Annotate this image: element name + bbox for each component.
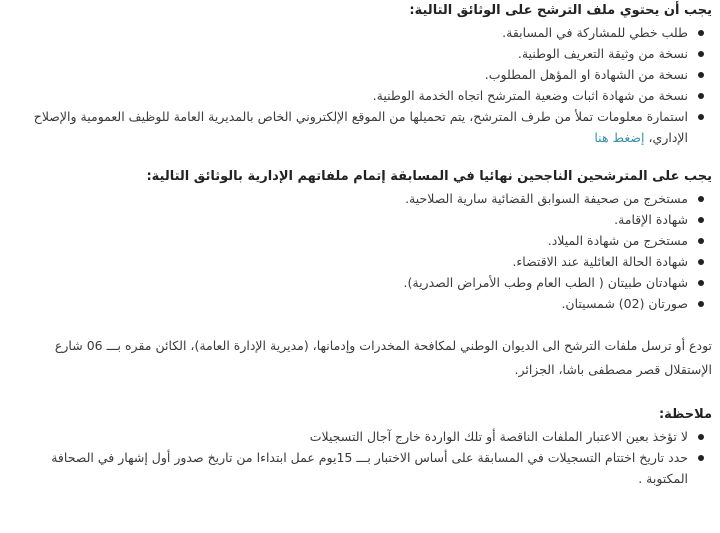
section1-heading: يجب أن يحتوي ملف الترشح على الوثائق التالية: (409, 3, 712, 18)
download-link[interactable]: إضغط هنا (594, 130, 645, 145)
list-item: حدد تاريخ اختتام التسجيلات في المسابقة على أساس الاختبار بـــ 15يوم عمل ابتداءا من تاريخ صدور أول إشهار في الصحافة المكتوبة . (10, 447, 688, 489)
list-item: نسخة من شهادة اثبات وضعية المترشح اتجاه الخدمة الوطنية. (10, 85, 688, 106)
notes-heading: ملاحظة: (658, 407, 712, 422)
address-paragraph: تودع أو ترسل ملفات الترشح الى الديوان الوطني لمكافحة المخدرات وإدمانها، (مديرية الإدارة العامة)، الكائن مقره بـــ 06 شارع الإستقلال قصر مصطفى باشا، الجزائر. (54, 338, 712, 377)
list-item: نسخة من وثيقة التعريف الوطنية. (10, 43, 688, 64)
list-item: مستخرج من صحيفة السوابق القضائية سارية الصلاحية. (10, 188, 688, 209)
list-item: شهادة الحالة العائلية عند الاقتضاء. (10, 251, 688, 272)
list-item-form (10, 106, 688, 148)
list-item: طلب خطي للمشاركة في المسابقة. (10, 22, 688, 43)
list-item: مستخرج من شهادة الميلاد. (10, 230, 688, 251)
section1-list (10, 22, 712, 148)
list-item: صورتان (02) شمسيتان. (10, 293, 688, 314)
list-item: نسخة من الشهادة او المؤهل المطلوب. (10, 64, 688, 85)
section2-heading: يجب على المترشحين الناجحين نهائيا في المسابقة إتمام ملفاتهم الإدارية بالوثائق التالية: (146, 169, 712, 184)
section2-list (10, 188, 712, 314)
list-item: لا تؤخذ بعين الاعتبار الملفات الناقصة أو تلك الواردة خارج آجال التسجيلات (10, 426, 688, 447)
notes-list (10, 426, 712, 489)
document-body (10, 0, 712, 489)
form-item-text: استمارة معلومات تملأ من طرف المترشح، يتم تحميلها من الموقع الإلكتروني الخاص بالمديرية العامة للوظيف العمومية والإصلاح الإداري، (33, 109, 688, 145)
list-item: شهادتان طبيتان ( الطب العام وطب الأمراض الصدرية). (10, 272, 688, 293)
list-item: شهادة الإقامة. (10, 209, 688, 230)
